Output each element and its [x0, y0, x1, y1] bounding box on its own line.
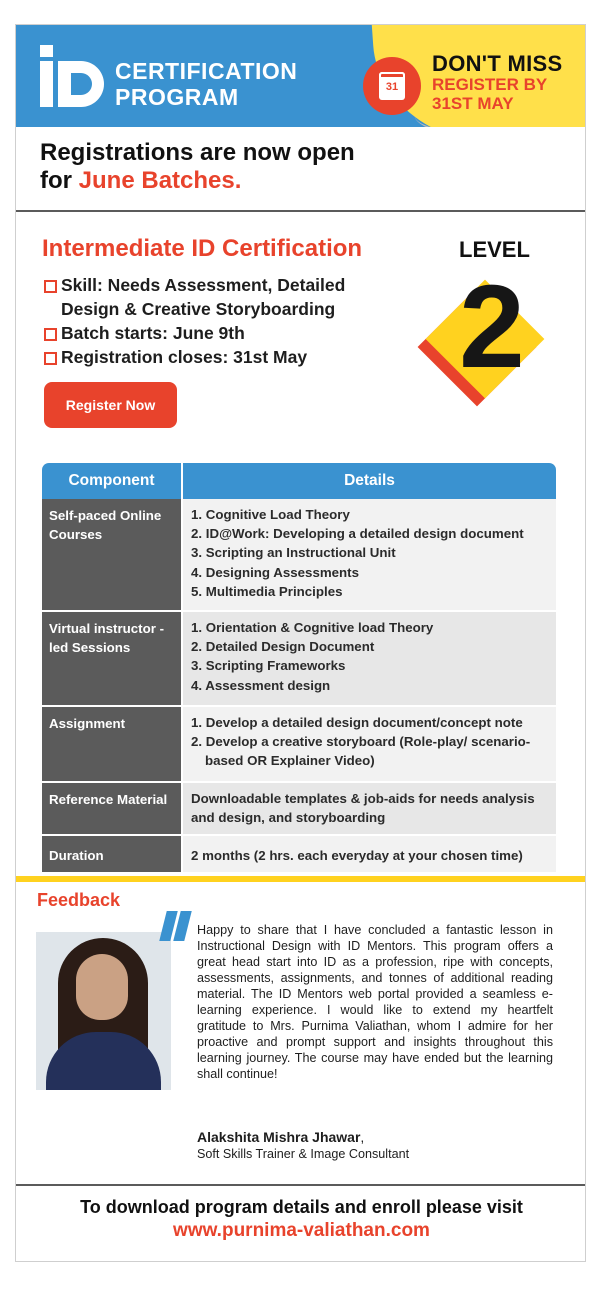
row-component: Reference Material [42, 783, 181, 836]
table-row [42, 783, 556, 836]
register-by-label: REGISTER BY 31ST MAY [432, 75, 548, 113]
bullet-registration-close: Registration closes: 31st May [44, 345, 404, 369]
section-divider [16, 876, 586, 882]
table-row [42, 499, 556, 612]
row-component: Assignment [42, 707, 181, 783]
table-row [42, 836, 556, 874]
headline: Registrations are now open for June Batches. [40, 139, 355, 194]
table-row [42, 612, 556, 707]
testimonial-photo [36, 932, 171, 1090]
row-details: 2 months (2 hrs. each everyday at your chosen time) [183, 836, 556, 874]
row-details: 1. Orientation & Cognitive load Theory 2. Detailed Design Document 3. Scripting Frameworks 4. Assessment design [183, 612, 556, 707]
level-label: LEVEL [459, 237, 530, 262]
row-details: 1. Cognitive Load Theory 2. ID@Work: Developing a detailed design document 3. Scripting an Instructional Unit 4. Designing Assessments 5. Multimedia Principles [183, 499, 556, 612]
testimonial-text: Happy to share that I have concluded a fantastic lesson in Instructional Design with ID Mentors. This program offers a great head start into ID as a profession, ripe with concepts, assessments, assignments, and tonnes of additional reading material. The ID Mentors web portal provided a seamless e-learning experience. I would like to extend my heartfelt gratitude to Mrs. Purnima Valiathan, whom I admire for her proactive and prompt support and insights throughout this learning journey. The course may have ended but the learning shall continue! [197, 923, 553, 1081]
flyer-card [15, 24, 586, 1262]
level-2-graphic [409, 261, 559, 415]
testimonial-author: Alakshita Mishra Jhawar, [197, 1129, 365, 1145]
id-logo [40, 45, 104, 107]
table-row [42, 707, 556, 783]
bullet-skill: Skill: Needs Assessment, Detailed Design & Creative Storyboarding [44, 273, 404, 321]
program-title: CERTIFICATION PROGRAM [115, 58, 298, 110]
row-component: Self-paced Online Courses [42, 499, 181, 612]
row-component: Virtual instructor -led Sessions [42, 612, 181, 707]
row-details: 1. Develop a detailed design document/concept note 2. Develop a creative storyboard (Role-play/ scenario-based OR Explainer Video) [183, 707, 556, 783]
row-component: Duration [42, 836, 181, 874]
footer-text: To download program details and enroll please visit [80, 1197, 523, 1217]
divider [16, 1184, 586, 1186]
dont-miss-label: DON'T MISS [432, 51, 563, 76]
register-now-button[interactable]: Register Now [44, 382, 177, 428]
website-link[interactable]: www.purnima-valiathan.com [173, 1220, 430, 1241]
bullet-batch-start: Batch starts: June 9th [44, 321, 404, 345]
row-details: Downloadable templates & job-aids for needs analysis and design, and storyboarding [183, 783, 556, 836]
level-title: Intermediate ID Certification [42, 235, 363, 262]
calendar-icon: 31 [363, 57, 421, 115]
quote-icon [160, 911, 190, 945]
divider [16, 210, 586, 212]
program-components-table [40, 463, 558, 874]
level-bullet-list [44, 273, 404, 369]
table-header-component: Component [42, 463, 181, 499]
header-banner [16, 25, 586, 127]
level-number: 2 [459, 261, 525, 393]
testimonial-author-role: Soft Skills Trainer & Image Consultant [197, 1147, 410, 1161]
table-header-details: Details [183, 463, 556, 499]
feedback-title: Feedback [37, 890, 121, 910]
